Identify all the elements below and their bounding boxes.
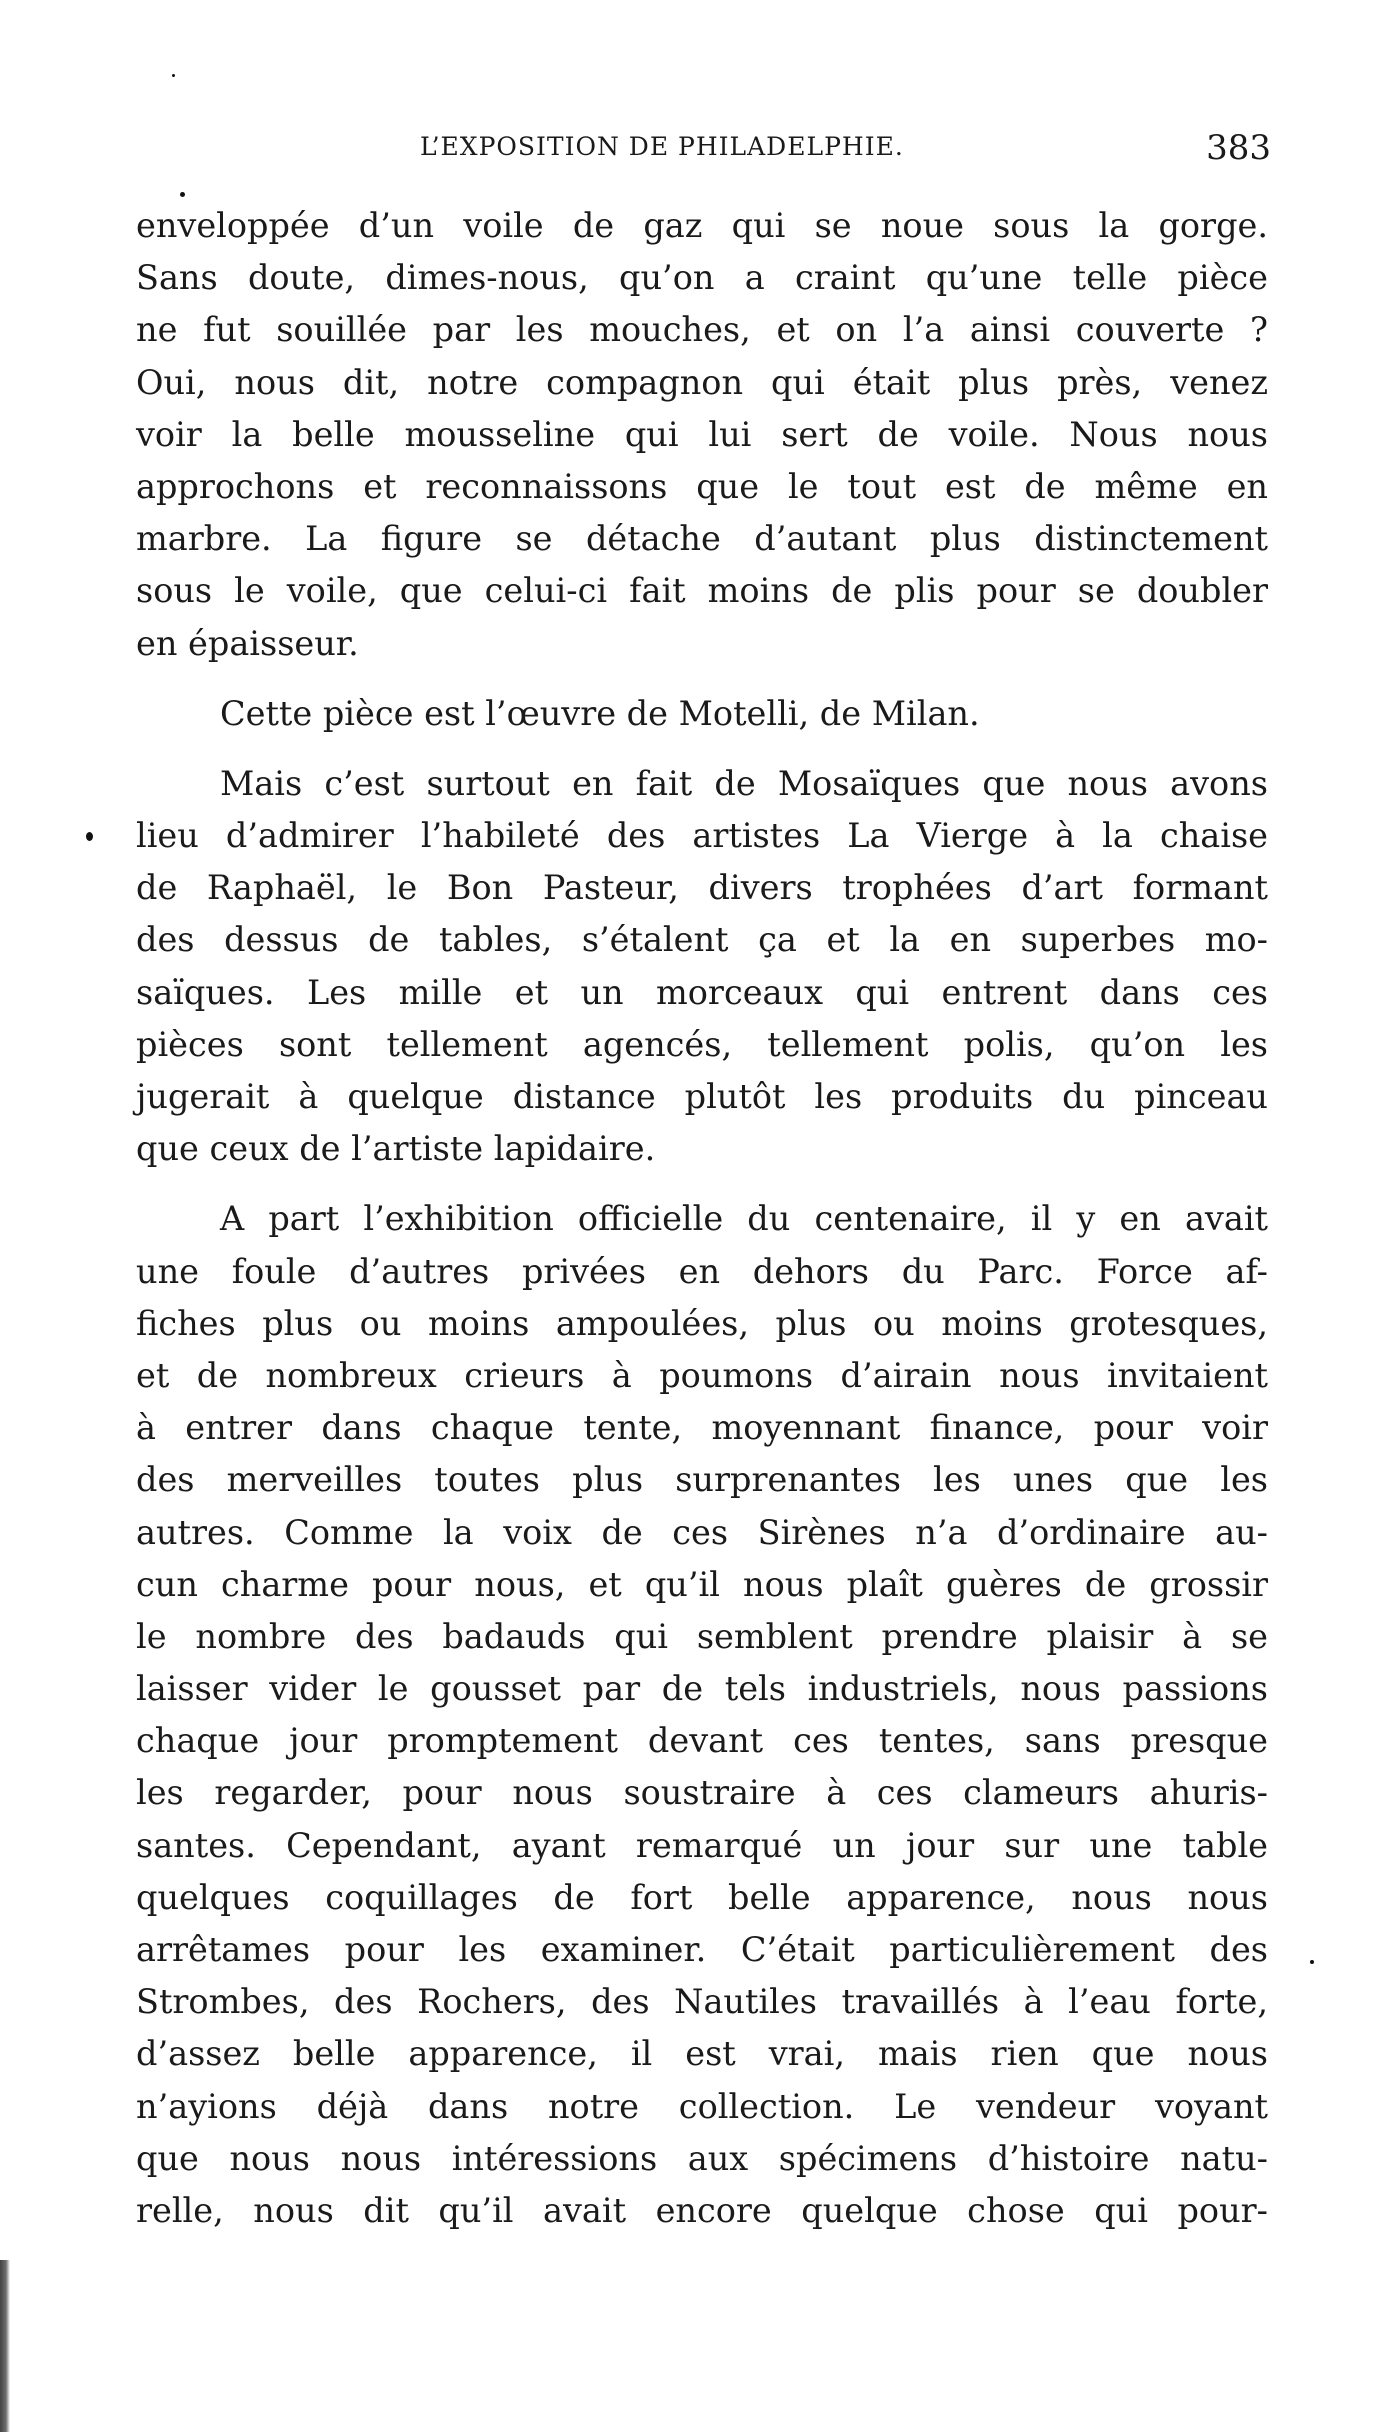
text-line: d’assez belle apparence, il est vrai, mais rien que nous [136, 2034, 1268, 2074]
paragraph-4 [136, 1193, 1268, 2237]
paragraph-gap [136, 670, 1268, 688]
text-line: sous le voile, que celui-ci fait moins de plis pour se doubler [136, 571, 1268, 611]
text-line: voir la belle mousseline qui lui sert de voile. Nous nous [136, 414, 1268, 454]
text-line: que ceux de l’artiste lapidaire. [136, 1129, 656, 1169]
text-line: à entrer dans chaque tente, moyennant finance, pour voir [136, 1408, 1268, 1448]
scan-speck [172, 74, 175, 77]
text-line: des merveilles toutes plus surprenantes les unes que les [136, 1460, 1268, 1500]
text-line: ne fut souillée par les mouches, et on l’a ainsi couverte ? [136, 310, 1268, 350]
text-line: A part l’exhibition officielle du centenaire, il y en avait [220, 1199, 1268, 1239]
text-line: des dessus de tables, s’étalent ça et la en superbes mo- [136, 920, 1268, 960]
text-line: saïques. Les mille et un morceaux qui entrent dans ces [136, 972, 1268, 1012]
paragraph-gap [136, 740, 1268, 758]
text-line: Mais c’est surtout en fait de Mosaïques que nous avons [220, 763, 1268, 803]
text-line: n’ayions déjà dans notre collection. Le vendeur voyant [136, 2086, 1268, 2126]
scan-speck [1310, 1960, 1314, 1964]
text-line: santes. Cependant, ayant remarqué un jour sur une table [136, 1825, 1268, 1865]
running-title: L’EXPOSITION DE PHILADELPHIE. [420, 132, 904, 161]
paragraph-2 [136, 688, 1268, 740]
text-line: en épaisseur. [136, 623, 359, 663]
text-line: autres. Comme la voix de ces Sirènes n’a d’ordinaire au- [136, 1512, 1268, 1552]
text-line: Sans doute, dimes-nous, qu’on a craint qu’une telle pièce [136, 258, 1268, 298]
scan-edge-shadow [0, 2260, 10, 2432]
text-line: pièces sont tellement agencés, tellement polis, qu’on les [136, 1024, 1268, 1064]
text-line: et de nombreux crieurs à poumons d’airain nous invitaient [136, 1355, 1268, 1395]
body-text [136, 200, 1268, 2237]
text-line: enveloppée d’un voile de gaz qui se noue sous la gorge. [136, 206, 1268, 245]
text-line: les regarder, pour nous soustraire à ces clameurs ahuris- [136, 1773, 1268, 1813]
text-line: Oui, nous dit, notre compagnon qui était plus près, venez [136, 362, 1268, 402]
text-line: lieu d’admirer l’habileté des artistes La Vierge à la chaise [136, 816, 1268, 856]
text-line: chaque jour promptement devant ces tentes, sans presque [136, 1721, 1268, 1761]
text-line: Strombes, des Rochers, des Nautiles travaillés à l’eau forte, [136, 1982, 1268, 2022]
text-line: fiches plus ou moins ampoulées, plus ou moins grotesques, [136, 1303, 1268, 1343]
text-line: arrêtames pour les examiner. C’était particulièrement des [136, 1930, 1268, 1969]
text-line: relle, nous dit qu’il avait encore quelque chose qui pour- [136, 2190, 1268, 2230]
scan-speck [180, 192, 185, 197]
text-line: une foule d’autres privées en dehors du Parc. Force af- [136, 1251, 1268, 1291]
text-line: approchons et reconnaissons que le tout est de même en [136, 466, 1268, 506]
text-line: quelques coquillages de fort belle apparence, nous nous [136, 1877, 1268, 1917]
text-line: jugerait à quelque distance plutôt les produits du pinceau [136, 1077, 1268, 1116]
paragraph-gap [136, 1175, 1268, 1193]
text-line: Cette pièce est l’œuvre de Motelli, de Milan. [220, 693, 980, 733]
text-line: cun charme pour nous, et qu’il nous plaît guères de grossir [136, 1564, 1268, 1604]
scan-speck [86, 832, 93, 841]
text-line: laisser vider le gousset par de tels industriels, nous passions [136, 1669, 1268, 1709]
paragraph-3 [136, 758, 1268, 1176]
paragraph-1 [136, 200, 1268, 670]
text-line: le nombre des badauds qui semblent prendre plaisir à se [136, 1616, 1268, 1656]
text-line: marbre. La figure se détache d’autant plus distinctement [136, 519, 1268, 559]
text-line: que nous nous intéressions aux spécimens d’histoire natu- [136, 2138, 1268, 2178]
page-number: 383 [1206, 128, 1271, 168]
text-line: de Raphaël, le Bon Pasteur, divers trophées d’art formant [136, 868, 1268, 908]
